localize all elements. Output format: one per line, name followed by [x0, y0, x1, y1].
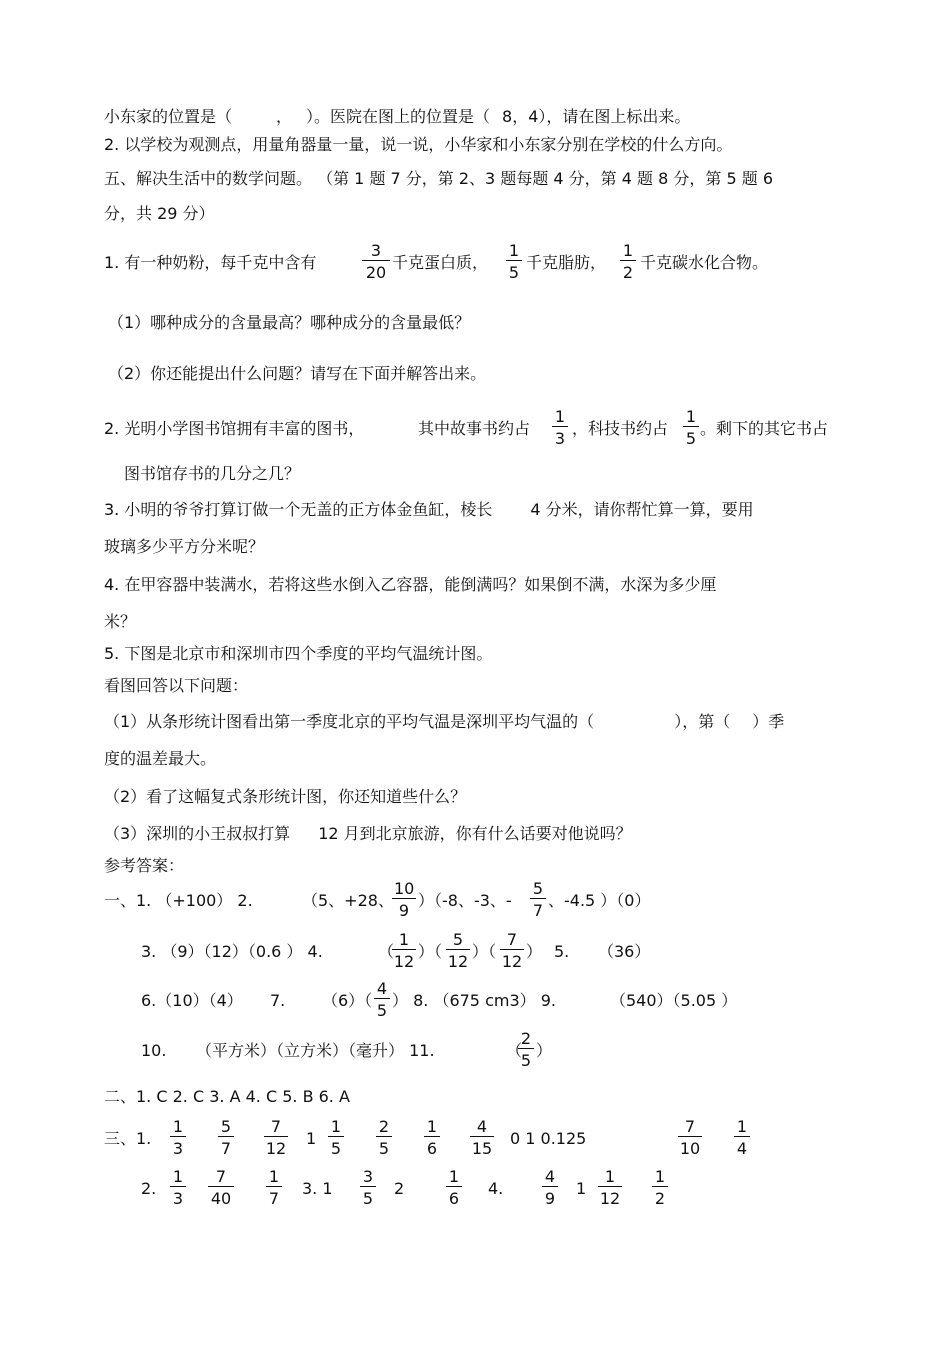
fraction: 1 6	[424, 1118, 440, 1158]
q2-text: 。剩下的其它书占	[700, 419, 829, 438]
fraction: 3 20	[362, 242, 390, 282]
fraction: 1 6	[446, 1168, 462, 1208]
q4-line2: 米？	[104, 612, 137, 631]
q5-sub1	[104, 712, 784, 732]
text: （1）从条形统计图看出第一季度北京的平均气温是深圳平均气温的（	[104, 712, 595, 731]
fraction: 5 7	[218, 1118, 234, 1158]
answer-row-5: 二、1. C 2. C 3. A 4. C 5. B 6. A	[104, 1087, 350, 1106]
fraction: 7 12	[265, 1117, 287, 1158]
answer-text: ）（	[472, 942, 497, 961]
fraction: 5 7	[530, 880, 546, 920]
q3-line2: 玻璃多少平方分米呢？	[104, 537, 265, 556]
fraction: 5 12	[447, 930, 469, 971]
fraction: 7 40	[208, 1168, 234, 1208]
text: 3. 小明的爷爷打算订做一个无盖的正方体金鱼缸，棱长	[104, 500, 493, 519]
text: 12 月到北京旅游，你有什么话要对他说吗？	[318, 824, 632, 843]
q3-line1	[104, 500, 754, 520]
answer-text: ）（	[418, 942, 443, 961]
text: （3）深圳的小王叔叔打算	[104, 824, 291, 843]
fraction: 1 4	[734, 1118, 750, 1158]
q5-line1: 5. 下图是北京市和深圳市四个季度的平均气温统计图。	[104, 644, 493, 663]
q5-sub2: （2）看了这幅复式条形统计图，你还知道些什么？	[104, 787, 467, 806]
fraction: 1 5	[328, 1118, 344, 1158]
answer-row-7: 2.	[141, 1179, 157, 1198]
fraction: 1 3	[170, 1168, 186, 1208]
answer-text: 4.	[488, 1179, 504, 1198]
answer-row-2: 3. （9）（12）（0.6 ） 4.	[141, 942, 323, 961]
fraction: 1 5	[683, 408, 699, 448]
fraction: 2 5	[376, 1118, 392, 1158]
answer-text: 1	[576, 1179, 587, 1198]
answer-text: 5.	[554, 942, 570, 961]
q2-prefix: 2. 光明小学图书馆拥有丰富的图书，	[104, 419, 365, 438]
q1-sub1: （1）哪种成分的含量最高？哪种成分的含量最低？	[108, 313, 471, 332]
line-xiaodong-position	[104, 107, 690, 127]
fraction: 4 9	[542, 1168, 558, 1208]
answer-row-4: 10.	[141, 1041, 167, 1060]
fraction: 1 12	[393, 930, 415, 971]
fraction: 4 5	[374, 980, 390, 1020]
fraction: 1 5	[506, 242, 522, 282]
answer-text: （6）（	[322, 991, 373, 1010]
q2-text: 其中故事书约占	[418, 419, 531, 438]
answer-row-3: 6.（10）（4）	[141, 991, 243, 1010]
q5-sub1-cont: 度的温差最大。	[104, 749, 217, 768]
section-five-title: 五、解决生活中的数学问题。 （第 1 题 7 分，第 2、3 题每题 4 分，第 4 题 8 分，第 5 题 6	[104, 169, 773, 188]
text: ，	[276, 107, 293, 126]
answer-text: （	[378, 942, 395, 961]
answer-text: 2	[394, 1179, 405, 1198]
fraction: 7 12	[501, 930, 523, 971]
answer-text: ） 8. （675 cm3） 9.	[392, 991, 556, 1010]
fraction: 1 7	[266, 1168, 282, 1208]
answer-text: （	[506, 1041, 523, 1060]
answers-heading: 参考答案：	[104, 856, 185, 875]
q4-line1: 4. 在甲容器中装满水，若将这些水倒入乙容器，能倒满吗？如果倒不满，水深为多少厘	[104, 575, 717, 594]
fraction: 1 3	[170, 1118, 186, 1158]
q5-line2: 看图回答以下问题：	[104, 676, 249, 695]
answer-text: ）（-8、-3、-	[418, 891, 512, 910]
answer-text: （36）	[598, 942, 651, 961]
fraction: 4 15	[471, 1117, 493, 1158]
answer-text: ）	[526, 942, 543, 961]
question-direction: 2. 以学校为观测点，用量角器量一量，说一说，小华家和小东家分别在学校的什么方向。	[104, 135, 733, 154]
q1-text: 千克脂肪，	[526, 253, 607, 272]
fraction: 1 2	[620, 242, 636, 282]
answer-text: （平方米）（立方米）（毫升） 11.	[196, 1041, 435, 1060]
answer-text: 7.	[270, 991, 286, 1010]
text: ），第（	[674, 712, 731, 731]
fraction: 10 9	[394, 879, 415, 920]
fraction: 7 10	[679, 1117, 701, 1158]
answer-row-6: 三、1.	[104, 1129, 152, 1148]
section-five-title-cont: 分，共 29 分）	[104, 204, 215, 223]
q1-prefix: 1. 有一种奶粉，每千克中含有	[104, 253, 317, 272]
answer-row-1: 一、1. （+100） 2.	[104, 891, 253, 910]
q1-text: 千克蛋白质，	[392, 253, 489, 272]
answer-text: （540）（5.05 ）	[610, 991, 738, 1010]
fraction: 1 2	[652, 1168, 668, 1208]
answer-text: 、-4.5 ）（0）	[548, 891, 651, 910]
text: ）。医院在图上的位置是（	[306, 107, 491, 126]
fraction: 3 5	[360, 1168, 376, 1208]
fraction: 1 3	[552, 408, 568, 448]
answer-text: ）	[536, 1041, 553, 1060]
answer-text: （5、+28、	[302, 891, 394, 910]
q2-text: ，科技书约占	[572, 419, 669, 438]
q1-sub2: （2）你还能提出什么问题？请写在下面并解答出来。	[108, 364, 487, 383]
answer-text: 3. 1	[302, 1179, 333, 1198]
text: ）季	[752, 712, 785, 731]
q5-sub3	[104, 824, 632, 844]
q2-line2: 图书馆存书的几分之几？	[124, 464, 301, 483]
fraction: 2 5	[518, 1030, 534, 1070]
answer-text: 0 1 0.125	[510, 1129, 587, 1148]
text: 4 分米，请你帮忙算一算，要用	[530, 500, 754, 519]
fraction: 1 12	[599, 1167, 621, 1208]
text: 小东家的位置是（	[104, 107, 233, 126]
answer-text: 1	[306, 1129, 317, 1148]
q1-text: 千克碳水化合物。	[640, 253, 769, 272]
text: 8，4），请在图上标出来。	[502, 107, 691, 126]
